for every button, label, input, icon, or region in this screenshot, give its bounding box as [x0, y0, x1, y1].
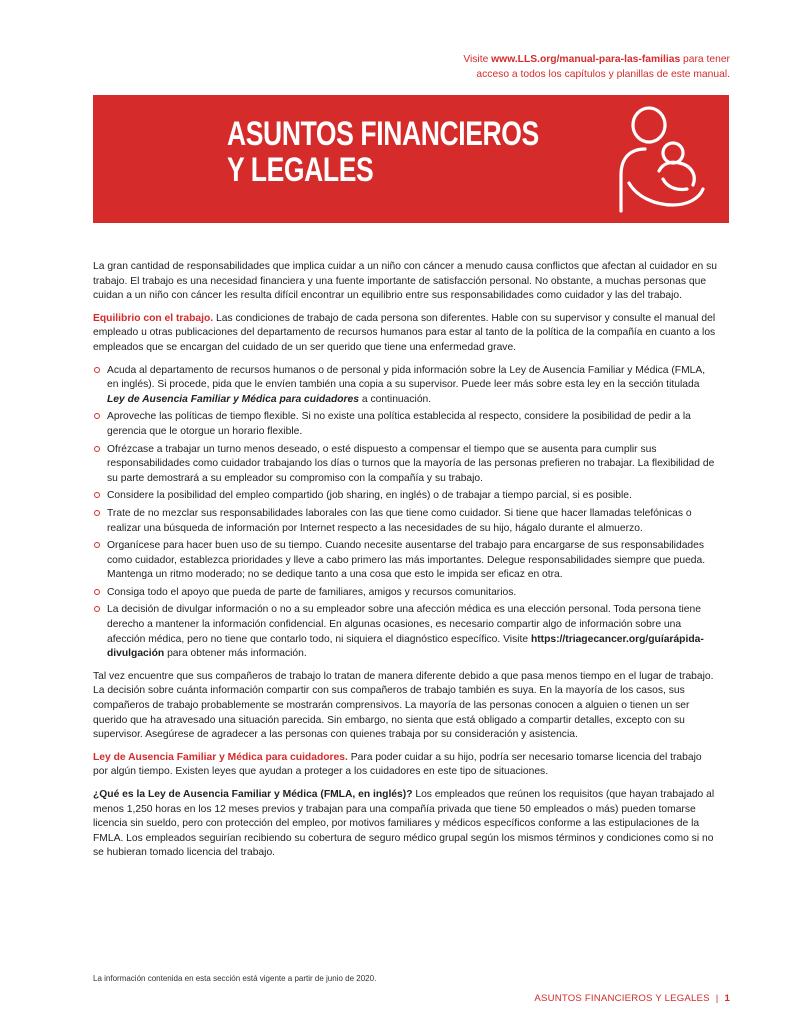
bullet-circle-icon — [94, 413, 100, 419]
list-item — [93, 603, 718, 661]
footer-separator: | — [715, 993, 719, 1004]
coworkers-paragraph: Tal vez encuentre que sus compañeros de trabajo lo tratan de manera diferente debido a que pasa menos tiempo en el lugar de trabajo. La decisión sobre cuánta información compartir con sus compañeros de trabajo también es suya. En la mayoría de los casos, sus compañeros de trabajo probablemente se mostrarán comprensivos. La mayoría de las personas conocen a alguien o tienen un ser querido que ha atravesado una situación parecida. Sin embargo, no sienta que está obligado a compartir detalles, excepto con su supervisor. Asegúrese de agradecer a las personas con quienes trabaja por su consideración y asistencia. — [93, 670, 714, 741]
work-balance-paragraph — [93, 312, 718, 356]
page-number: 1 — [724, 993, 730, 1004]
main-content — [93, 260, 718, 869]
work-balance-text: Las condiciones de trabajo de cada persona son diferentes. Hable con su supervisor y consulte el manual del empleado u otras publicaciones del departamento de recursos humanos para estar al tanto de la política de la compañía en cuanto a los empleados que se encargan del cuidado de un ser querido que tiene una enfermedad grave. — [93, 312, 716, 353]
list-item-text: a continuación. — [359, 393, 432, 405]
list-item-text: Considere la posibilidad del empleo compartido (job sharing, en inglés) o de trabajar a tiempo parcial, si es posible. — [107, 490, 632, 502]
note-text: Visite — [463, 54, 492, 65]
list-item-text: Organícese para hacer buen uso de su tiempo. Cuando necesite ausentarse del trabajo para encargarse de sus responsabilidades como cuidador, establezca prioridades y lleve a cabo primero las más importantes. Delegue responsabilidades siempre que pueda. Mantenga un ritmo moderado; no se dedique tanto a una cosa que esto le impida ser eficaz en otra. — [107, 540, 706, 581]
title-line-1: ASUNTOS FINANCIEROS — [227, 115, 539, 153]
list-item — [93, 539, 718, 583]
manual-link[interactable]: www.LLS.org/manual-para-las-familias — [491, 54, 681, 65]
list-item — [93, 507, 718, 536]
list-item-text: Aproveche las políticas de tiempo flexible. Si no existe una política establecida al respecto, considere la posibilidad de pedir a la gerencia que le otorgue un horario flexible. — [107, 411, 691, 437]
title-line-2: Y LEGALES — [227, 151, 374, 189]
page-title — [227, 116, 539, 188]
bullet-circle-icon — [94, 492, 100, 498]
list-item-text: Trate de no mezclar sus responsabilidades laborales con las que tiene como cuidador. Si tiene que hacer llamadas telefónicas o realizar una búsqueda de información por Internet respecto a las necesidades de su hijo, hágalo durante el almuerzo. — [107, 507, 692, 534]
list-item-text: Ofrézcase a trabajar un turno menos deseado, o esté dispuesto a compensar el tiempo que se ausenta para cumplir sus responsabilidades como cuidador trabajando los días o turnos que la mayoría de las personas prefieren no trabajar. La flexibilidad de su parte demostrará a su empleador su compromiso con la compañía y su trabajo. — [107, 443, 715, 484]
bullet-circle-icon — [94, 606, 100, 612]
list-item — [93, 586, 718, 601]
note-text: acceso a todos los capítulos y planillas de este manual. — [476, 69, 730, 80]
fmla-section-reference: Ley de Ausencia Familiar y Médica para cuidadores — [107, 393, 359, 405]
bullet-circle-icon — [94, 542, 100, 548]
bullet-circle-icon — [94, 589, 100, 595]
fmla-question-heading: ¿Qué es la Ley de Ausencia Familiar y Médica (FMLA, en inglés)? — [93, 789, 413, 800]
list-item — [93, 410, 718, 439]
list-item-text: La decisión de divulgar información o no a su empleador sobre una afección médica es una elección personal. Toda persona tiene derecho a mantener la información confidencial. En algunas ocasiones, es necesario compartir algo de información sobre una afección médica, pero no tiene que contarlo todo, ni siquiera el diagnóstico específico. Visite — [107, 604, 701, 645]
caregiver-holding-child-icon — [611, 105, 711, 215]
triagecancer-link[interactable]: https://triagecancer.org/guíarápida-divulgación — [107, 633, 704, 660]
fmla-text: Para poder cuidar a su hijo, podría ser necesario tomarse licencia del trabajo por algún tiempo. Existen leyes que ayudan a proteger a los cuidadores en este tipo de situaciones. — [93, 751, 702, 778]
fmla-question-paragraph — [93, 788, 718, 861]
effective-date-footnote: La información contenida en esta sección está vigente a partir de junio de 2020. — [93, 974, 377, 983]
bullet-circle-icon — [94, 367, 100, 373]
list-item — [93, 364, 718, 408]
manual-link-note — [310, 52, 730, 82]
section-banner — [93, 95, 729, 223]
list-item-text: Consiga todo el apoyo que pueda de parte de familiares, amigos y recursos comunitarios. — [107, 586, 517, 598]
list-item-text: para obtener más información. — [164, 648, 307, 660]
fmla-paragraph — [93, 751, 718, 780]
work-balance-heading: Equilibrio con el trabajo. — [93, 312, 214, 324]
fmla-heading: Ley de Ausencia Familiar y Médica para cuidadores. — [93, 751, 348, 763]
bullet-circle-icon — [94, 510, 100, 516]
list-item-text: Acuda al departamento de recursos humanos o de personal y pida información sobre la Ley de Ausencia Familiar y Médica (FMLA, en inglés). Si procede, pida que le envíen también una copia a su supervisor. Puede leer más sobre esta ley en la sección titulada — [107, 364, 706, 391]
list-item — [93, 443, 718, 487]
fmla-question-text: Los empleados que reúnen los requisitos (que hayan trabajado al menos 1,250 horas en los 12 meses previos y trabajan para una compañía privada que tiene 50 empleados o más) pueden tomarse licencia sin sueldo, pero con protección del empleo, por motivos familiares y médicos específicos conforme a las estipulaciones de la FMLA. Los empleados seguirían recibiendo su cobertura de seguro médico grupal según los mismos términos y condiciones como si no se hubieran tomado licencia del trabajo. — [93, 789, 715, 859]
intro-paragraph: La gran cantidad de responsabilidades que implica cuidar a un niño con cáncer a menudo causa conflictos que afectan al cuidador en su trabajo. El trabajo es una necesidad financiera y una fuente importante de satisfacción personal. No obstante, a muchas personas que cuidan a un niño con cáncer les resulta difícil encontrar un equilibrio entre sus responsabilidades como cuidador y las del trabajo. — [93, 261, 717, 302]
tips-list — [93, 364, 718, 662]
page-footer — [534, 993, 730, 1004]
footer-section-name: ASUNTOS FINANCIEROS Y LEGALES — [534, 993, 710, 1004]
note-text: para tener — [680, 54, 730, 65]
list-item — [93, 489, 718, 504]
bullet-circle-icon — [94, 446, 100, 452]
